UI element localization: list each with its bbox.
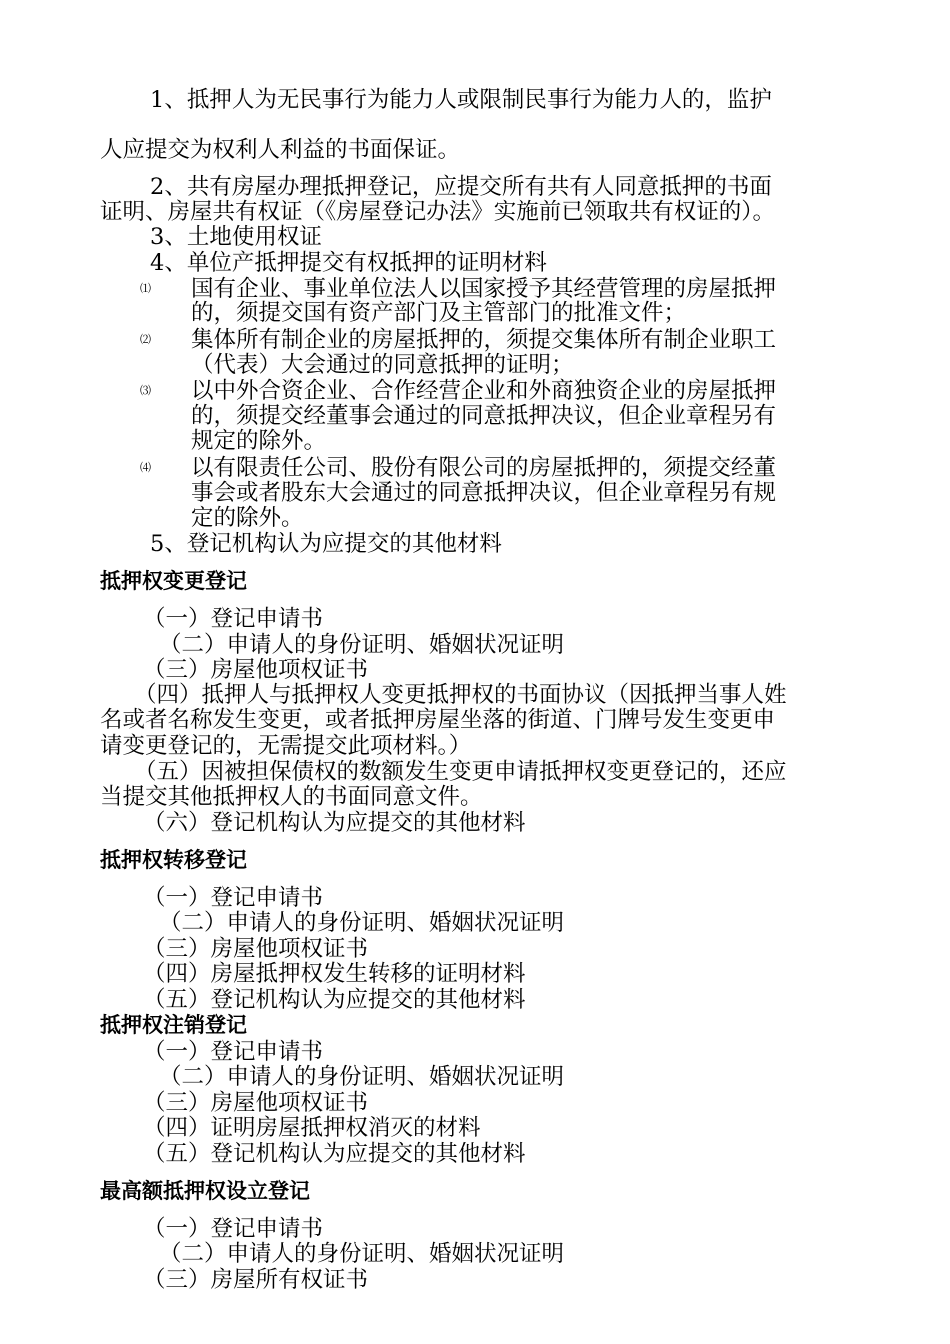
change-item-4-line-1: （四）抵押人与抵押权人变更抵押权的书面协议（因抵押当事人姓 [134,682,787,708]
change-item-4-line-2: 名或者名称发生变更，或者抵押房屋坐落的街道、门牌号发生变更申 [100,707,776,733]
change-item-5-line-2: 当提交其他抵押权人的书面同意文件。 [100,784,483,810]
max-amount-item-3: （三）房屋所有权证书 [143,1267,369,1293]
cancel-item-5: （五）登记机构认为应提交的其他材料 [143,1141,526,1167]
sub-item-4-line-1: 以有限责任公司、股份有限公司的房屋抵押的，须提交经董 [191,455,777,481]
sub-item-3-marker: ⑶ [140,384,151,397]
sub-item-2-line-1: 集体所有制企业的房屋抵押的，须提交集体所有制企业职工 [191,327,777,353]
sub-item-2-marker: ⑵ [140,333,151,346]
intro-item-2-line-1: 2、共有房屋办理抵押登记，应提交所有共有人同意抵押的书面 [150,174,772,200]
transfer-item-4: （四）房屋抵押权发生转移的证明材料 [143,961,526,987]
cancel-item-1: （一）登记申请书 [143,1039,324,1065]
sub-item-3-line-1: 以中外合资企业、合作经营企业和外商独资企业的房屋抵押 [191,378,777,404]
sub-item-4-line-2: 事会或者股东大会通过的同意抵押决议，但企业章程另有规 [191,480,777,506]
section-heading-max-amount: 最高额抵押权设立登记 [100,1179,310,1203]
max-amount-item-2: （二）申请人的身份证明、婚姻状况证明 [159,1241,565,1267]
sub-item-1-marker: ⑴ [140,282,151,295]
transfer-item-1: （一）登记申请书 [143,885,324,911]
transfer-item-2: （二）申请人的身份证明、婚姻状况证明 [159,910,565,936]
sub-item-3-line-2: 的，须提交经董事会通过的同意抵押决议，但企业章程另有 [191,403,777,429]
sub-item-2-line-2: （代表）大会通过的同意抵押的证明； [191,352,574,378]
sub-item-4-marker: ⑷ [140,461,151,474]
sub-item-4-line-3: 定的除外。 [191,505,304,531]
change-item-4-line-3: 请变更登记的，无需提交此项材料。） [100,733,472,759]
intro-item-1-line-2: 人应提交为权利人利益的书面保证。 [100,137,461,163]
sub-item-1-line-1: 国有企业、事业单位法人以国家授予其经营管理的房屋抵押 [191,276,777,302]
max-amount-item-1: （一）登记申请书 [143,1216,324,1242]
cancel-item-4: （四）证明房屋抵押权消灭的材料 [143,1115,481,1141]
sub-item-1-line-2: 的，须提交国有资产部门及主管部门的批准文件； [191,300,687,326]
section-heading-transfer: 抵押权转移登记 [100,848,247,872]
transfer-item-5: （五）登记机构认为应提交的其他材料 [143,987,526,1013]
transfer-item-3: （三）房屋他项权证书 [143,936,369,962]
change-item-5-line-1: （五）因被担保债权的数额发生变更申请抵押权变更登记的，还应 [134,759,787,785]
change-item-3: （三）房屋他项权证书 [143,657,369,683]
intro-item-3: 3、土地使用权证 [150,224,322,250]
intro-item-4: 4、单位产抵押提交有权抵押的证明材料 [150,250,547,276]
change-item-1: （一）登记申请书 [143,606,324,632]
change-item-2: （二）申请人的身份证明、婚姻状况证明 [159,632,565,658]
change-item-6: （六）登记机构认为应提交的其他材料 [143,810,526,836]
intro-item-5: 5、登记机构认为应提交的其他材料 [150,531,502,557]
intro-item-1-line-1: 1、抵押人为无民事行为能力人或限制民事行为能力人的，监护 [150,87,772,113]
section-heading-cancel: 抵押权注销登记 [100,1013,247,1037]
cancel-item-2: （二）申请人的身份证明、婚姻状况证明 [159,1064,565,1090]
cancel-item-3: （三）房屋他项权证书 [143,1090,369,1116]
sub-item-3-line-3: 规定的除外。 [191,428,327,454]
intro-item-2-line-2: 证明、房屋共有权证（《房屋登记办法》实施前已领取共有权证的）。 [100,199,776,225]
section-heading-change: 抵押权变更登记 [100,569,247,593]
